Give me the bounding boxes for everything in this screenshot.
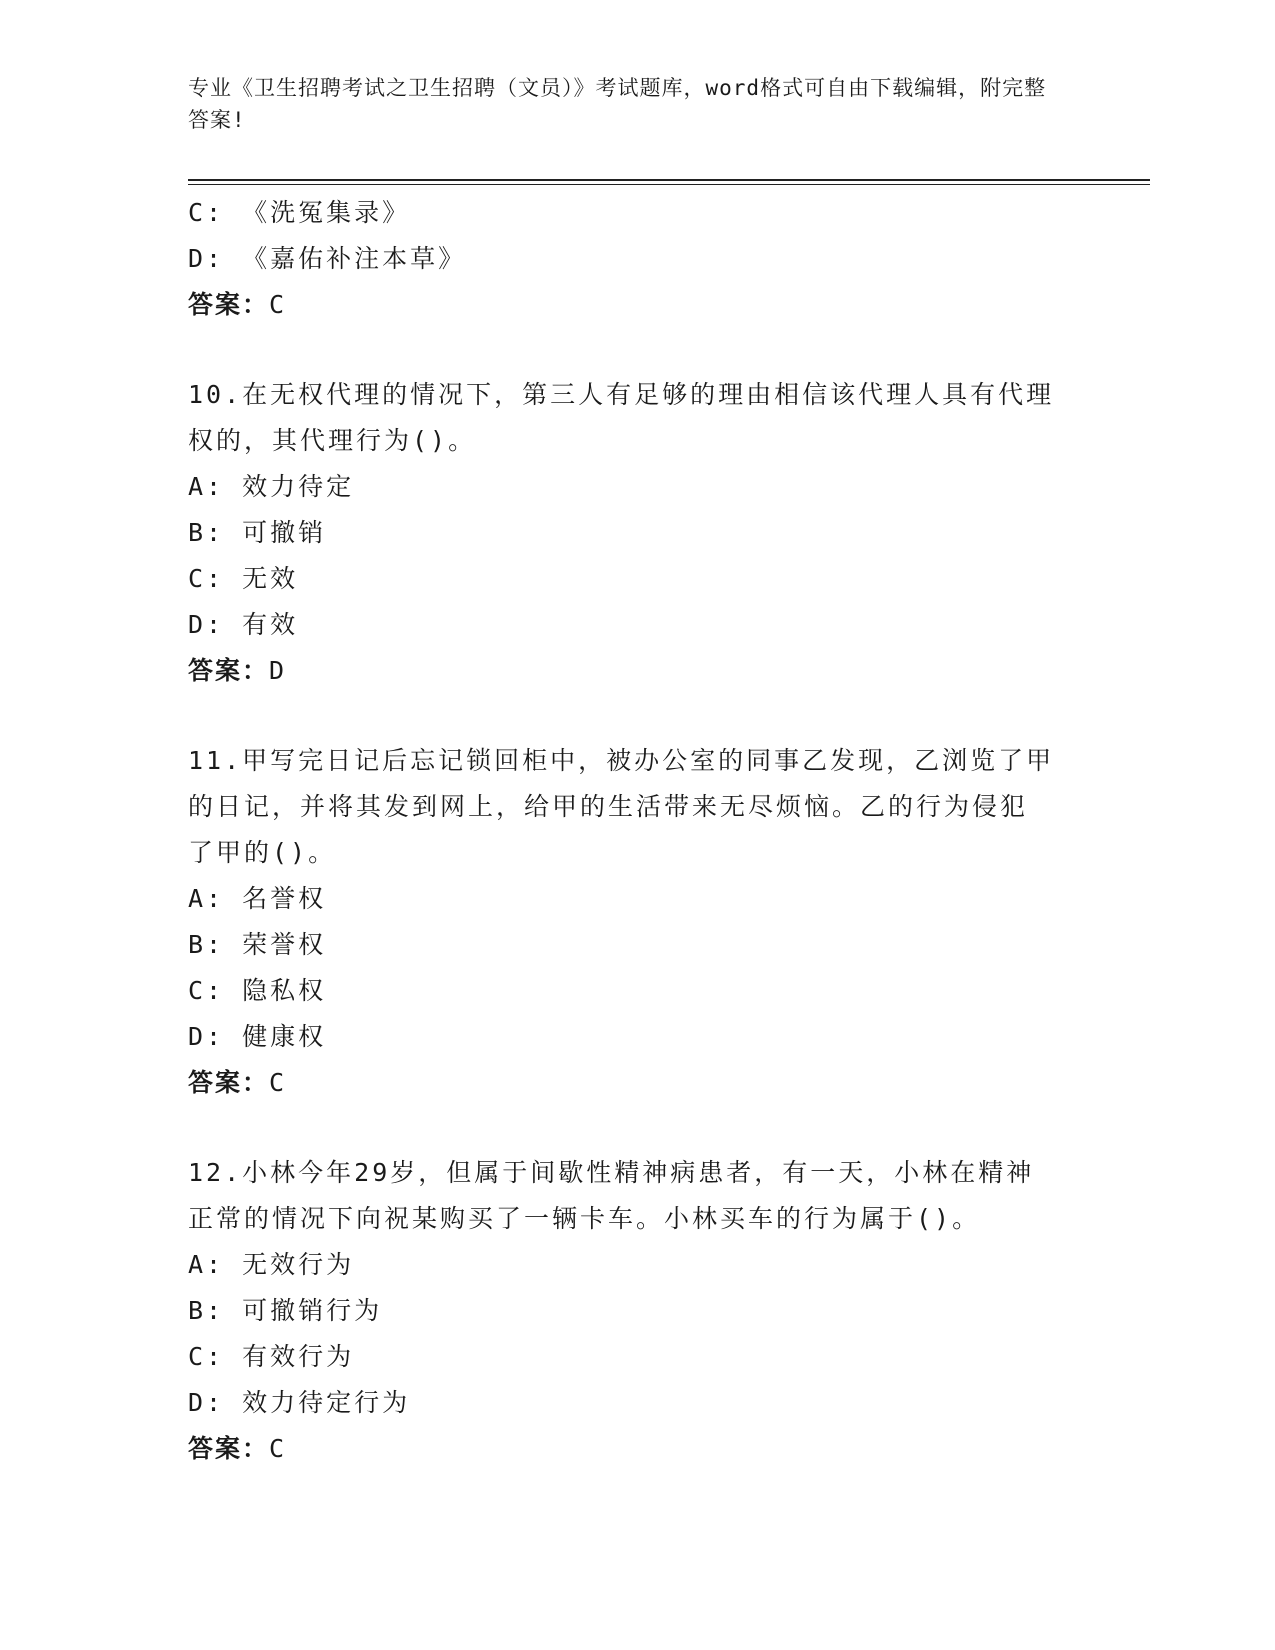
header-rule-thin — [188, 184, 1150, 185]
option-key: A: — [188, 884, 225, 913]
option-key: D: — [188, 1022, 225, 1051]
answer-line — [188, 1060, 1088, 1106]
option-key: B: — [188, 1296, 225, 1325]
option-text: 无效 — [242, 564, 299, 593]
answer-line — [188, 282, 1088, 328]
question-stem-line: 的日记，并将其发到网上，给甲的生活带来无尽烦恼。乙的行为侵犯 — [188, 792, 1029, 821]
option-text: 可撤销 — [242, 518, 327, 547]
option-c — [188, 556, 1088, 602]
question-continuation — [188, 190, 1088, 328]
question-stem-line: 正常的情况下向祝某购买了一辆卡车。小林买车的行为属于()。 — [188, 1204, 981, 1233]
option-text: 效力待定 — [242, 472, 355, 501]
question-list — [188, 190, 1088, 1472]
option-key: C: — [188, 198, 225, 227]
option-key: B: — [188, 930, 225, 959]
option-b — [188, 922, 1088, 968]
answer-label: 答案： — [188, 290, 270, 319]
answer-label: 答案： — [188, 1434, 270, 1463]
option-text: 效力待定行为 — [242, 1388, 411, 1417]
option-key: C: — [188, 564, 225, 593]
document-header — [188, 72, 1068, 136]
option-key: A: — [188, 472, 225, 501]
option-key: A: — [188, 1250, 225, 1279]
header-text: 专业《卫生招聘考试之卫生招聘（文员）》考试题库，word格式可自由下载编辑，附完整答案! — [188, 76, 1047, 132]
option-key: B: — [188, 518, 225, 547]
header-rule-thick — [188, 179, 1150, 181]
option-b — [188, 1288, 1088, 1334]
option-text: 健康权 — [242, 1022, 327, 1051]
option-d — [188, 236, 1088, 282]
option-a — [188, 464, 1088, 510]
option-a — [188, 876, 1088, 922]
option-text: 有效 — [242, 610, 299, 639]
option-a — [188, 1242, 1088, 1288]
option-key: D: — [188, 1388, 225, 1417]
option-d — [188, 602, 1088, 648]
question-12 — [188, 1150, 1088, 1472]
option-c — [188, 968, 1088, 1014]
option-key: C: — [188, 976, 225, 1005]
option-d — [188, 1014, 1088, 1060]
question-11 — [188, 738, 1088, 1106]
option-text: 无效行为 — [242, 1250, 355, 1279]
answer-line — [188, 648, 1088, 694]
question-stem-line: 了甲的()。 — [188, 838, 337, 867]
option-c — [188, 190, 1088, 236]
answer-line — [188, 1426, 1088, 1472]
answer-value: C — [269, 1068, 287, 1097]
question-stem-line: 权的，其代理行为()。 — [188, 426, 477, 455]
option-text: 名誉权 — [242, 884, 327, 913]
option-text: 隐私权 — [242, 976, 327, 1005]
answer-value: C — [269, 290, 287, 319]
option-text: 有效行为 — [242, 1342, 355, 1371]
question-10 — [188, 372, 1088, 694]
option-b — [188, 510, 1088, 556]
question-stem-line: 12.小林今年29岁，但属于间歇性精神病患者，有一天，小林在精神 — [188, 1158, 1035, 1187]
answer-value: C — [269, 1434, 287, 1463]
option-c — [188, 1334, 1088, 1380]
option-text: 可撤销行为 — [242, 1296, 383, 1325]
question-stem-line: 11.甲写完日记后忘记锁回柜中，被办公室的同事乙发现，乙浏览了甲 — [188, 746, 1055, 775]
answer-value: D — [269, 656, 287, 685]
option-text: 荣誉权 — [242, 930, 327, 959]
option-key: D: — [188, 610, 225, 639]
option-key: C: — [188, 1342, 225, 1371]
option-key: D: — [188, 244, 225, 273]
question-stem-line: 10.在无权代理的情况下，第三人有足够的理由相信该代理人具有代理 — [188, 380, 1055, 409]
answer-label: 答案： — [188, 656, 270, 685]
option-text: 《洗冤集录》 — [242, 198, 411, 227]
option-d — [188, 1380, 1088, 1426]
option-text: 《嘉佑补注本草》 — [242, 244, 467, 273]
answer-label: 答案： — [188, 1068, 270, 1097]
